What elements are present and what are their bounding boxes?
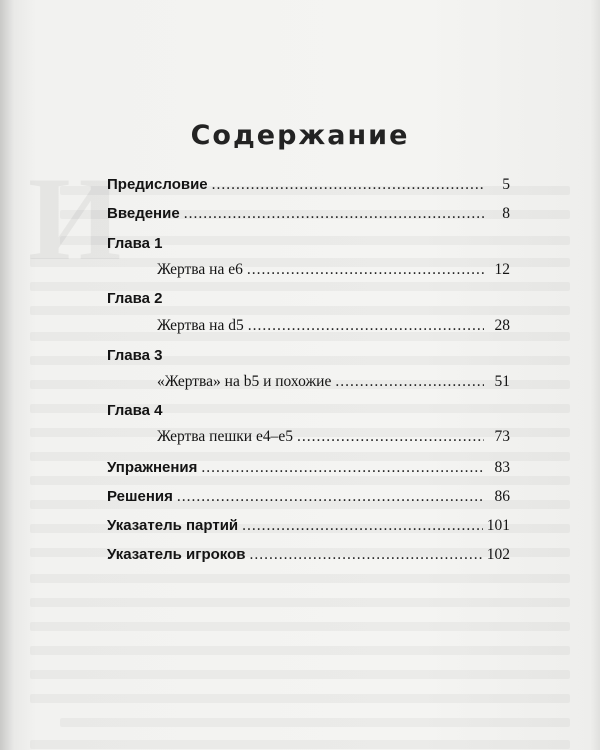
toc-page-number: 102 (486, 546, 510, 563)
toc-entry-preface[interactable] (107, 175, 510, 195)
chapter-heading-2: Глава 2 (107, 290, 163, 307)
toc-entry-chapter-4[interactable] (157, 427, 510, 447)
toc-page-number: 101 (486, 517, 510, 534)
toc-page-number: 83 (494, 459, 510, 476)
toc-page-number: 8 (502, 205, 510, 222)
dot-leader (250, 545, 483, 565)
toc-page-number: 86 (494, 488, 510, 505)
toc-label: Указатель игроков (107, 546, 246, 563)
dot-leader (335, 372, 484, 392)
toc-label: Предисловие (107, 176, 208, 193)
toc-page-number: 51 (494, 373, 510, 390)
toc-page-number: 5 (502, 176, 510, 193)
dot-leader (212, 175, 484, 195)
dot-leader (297, 427, 484, 447)
chapter-heading-4: Глава 4 (107, 402, 163, 419)
dot-leader (201, 458, 484, 478)
toc-page-number: 12 (494, 261, 510, 278)
dot-leader (242, 516, 483, 536)
toc-page-number: 73 (494, 428, 510, 445)
toc-label: Жертва на d5 (157, 317, 244, 334)
dot-leader (248, 316, 484, 336)
chapter-heading-3: Глава 3 (107, 347, 163, 364)
toc-label: Введение (107, 205, 180, 222)
toc-entry-players-index[interactable] (107, 545, 510, 565)
toc-entry-chapter-1[interactable] (157, 260, 510, 280)
toc-entry-chapter-2[interactable] (157, 316, 510, 336)
toc-entry-exercises[interactable] (107, 458, 510, 478)
toc-entry-games-index[interactable] (107, 516, 510, 536)
toc-label: Жертва пешки е4–е5 (157, 428, 293, 445)
toc-page-number: 28 (494, 317, 510, 334)
dot-leader (184, 204, 484, 224)
toc-entry-intro[interactable] (107, 204, 510, 224)
chapter-heading-1: Глава 1 (107, 235, 163, 252)
toc-label: «Жертва» на b5 и похожие (157, 373, 332, 390)
toc-label: Решения (107, 488, 173, 505)
page-title: Содержание (190, 120, 410, 151)
dot-leader (177, 487, 484, 507)
toc-entry-solutions[interactable] (107, 487, 510, 507)
toc-label: Указатель партий (107, 517, 239, 534)
toc-entry-chapter-3[interactable] (157, 372, 510, 392)
dot-leader (247, 260, 484, 280)
toc-label: Упражнения (107, 459, 198, 476)
toc-label: Жертва на е6 (157, 261, 243, 278)
